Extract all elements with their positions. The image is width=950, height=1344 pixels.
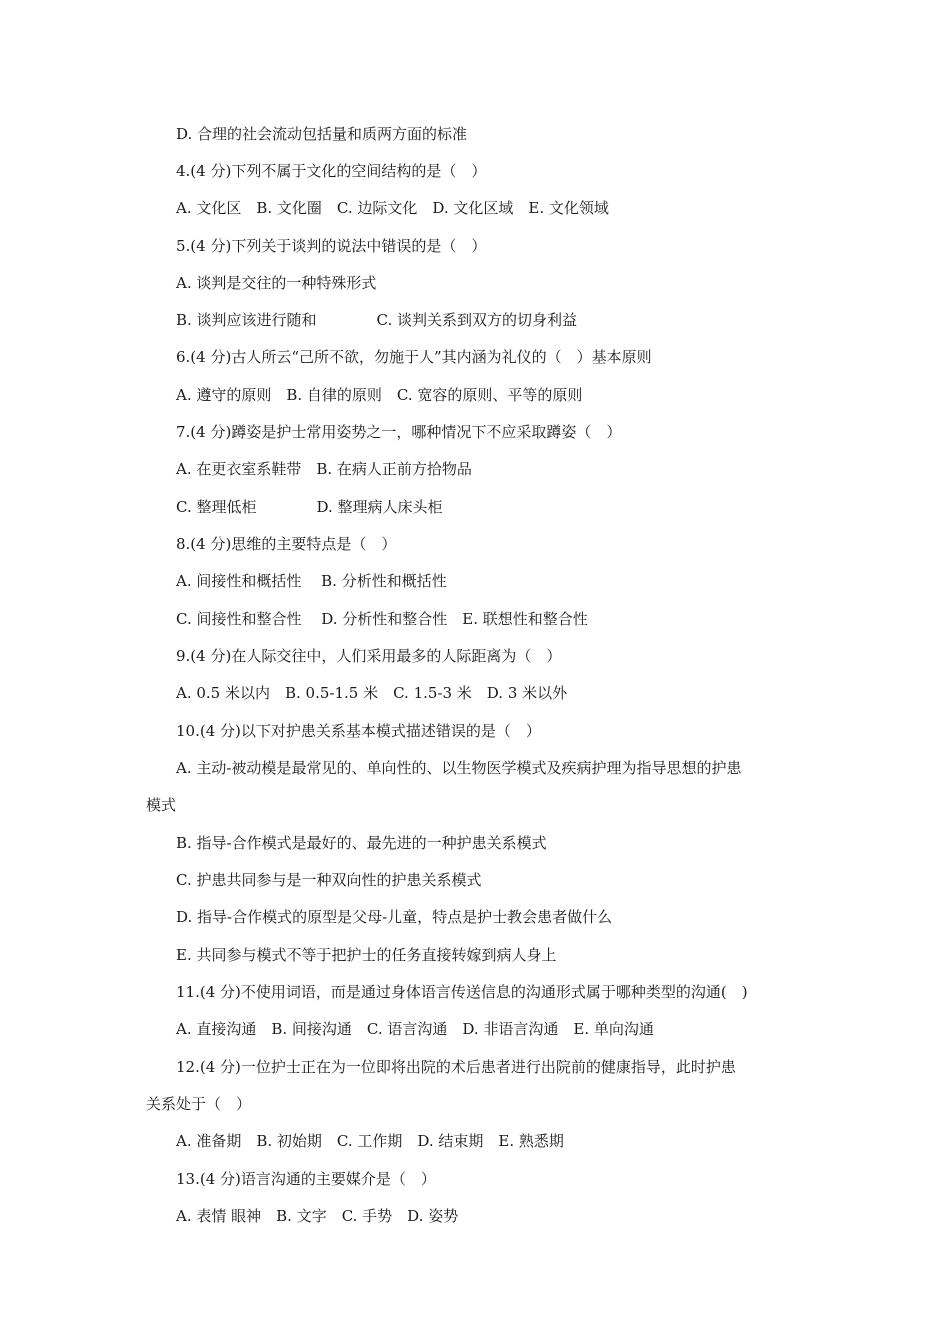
option-line-continued: 模式 — [146, 796, 177, 814]
question-line: 9.(4 分)在人际交往中，人们采用最多的人际距离为（ ） — [176, 647, 562, 665]
option-line: A. 主动-被动模是最常见的、单向性的、以生物医学模式及疾病护理为指导思想的护患 — [176, 759, 742, 777]
question-line: 5.(4 分)下列关于谈判的说法中错误的是（ ） — [176, 237, 487, 255]
question-line: 8.(4 分)思维的主要特点是（ ） — [176, 535, 397, 553]
question-line: 11.(4 分)不使用词语，而是通过身体语言传送信息的沟通形式属于哪种类型的沟通( ) — [176, 983, 748, 1001]
question-line: 13.(4 分)语言沟通的主要媒介是（ ） — [176, 1170, 436, 1188]
option-line: B. 谈判应该进行随和 C. 谈判关系到双方的切身利益 — [176, 311, 578, 329]
question-line: 10.(4 分)以下对护患关系基本模式描述错误的是（ ） — [176, 722, 541, 740]
option-line: C. 整理低柜 D. 整理病人床头柜 — [176, 498, 443, 516]
option-line: A. 直接沟通 B. 间接沟通 C. 语言沟通 D. 非语言沟通 E. 单向沟通 — [176, 1020, 654, 1038]
option-line: A. 准备期 B. 初始期 C. 工作期 D. 结束期 E. 熟悉期 — [176, 1132, 564, 1150]
option-line: D. 合理的社会流动包括量和质两方面的标准 — [176, 125, 468, 143]
option-line: A. 谈判是交往的一种特殊形式 — [176, 274, 377, 292]
option-line: C. 护患共同参与是一种双向性的护患关系模式 — [176, 871, 482, 889]
option-line: C. 间接性和整合性 D. 分析性和整合性 E. 联想性和整合性 — [176, 610, 588, 628]
question-line: 4.(4 分)下列不属于文化的空间结构的是（ ） — [176, 162, 487, 180]
option-line: A. 文化区 B. 文化圈 C. 边际文化 D. 文化区域 E. 文化领域 — [176, 199, 609, 217]
option-line: B. 指导-合作模式是最好的、最先进的一种护患关系模式 — [176, 834, 547, 852]
option-line: A. 在更衣室系鞋带 B. 在病人正前方拾物品 — [176, 460, 472, 478]
option-line: A. 间接性和概括性 B. 分析性和概括性 — [176, 572, 447, 590]
question-line: 6.(4 分)古人所云“己所不欲，勿施于人”其内涵为礼仪的（ ）基本原则 — [176, 348, 652, 366]
option-line: E. 共同参与模式不等于把护士的任务直接转嫁到病人身上 — [176, 946, 557, 964]
option-line: D. 指导-合作模式的原型是父母-儿童，特点是护士教会患者做什么 — [176, 908, 613, 926]
question-line-continued: 关系处于（ ） — [146, 1095, 252, 1113]
question-line: 12.(4 分)一位护士正在为一位即将出院的术后患者进行出院前的健康指导，此时护患 — [176, 1058, 736, 1076]
option-line: A. 遵守的原则 B. 自律的原则 C. 宽容的原则、平等的原则 — [176, 386, 583, 404]
option-line: A. 0.5 米以内 B. 0.5-1.5 米 C. 1.5-3 米 D. 3 米以外 — [176, 684, 568, 702]
question-line: 7.(4 分)蹲姿是护士常用姿势之一，哪种情况下不应采取蹲姿（ ） — [176, 423, 622, 441]
option-line: A. 表情 眼神 B. 文字 C. 手势 D. 姿势 — [176, 1207, 459, 1225]
